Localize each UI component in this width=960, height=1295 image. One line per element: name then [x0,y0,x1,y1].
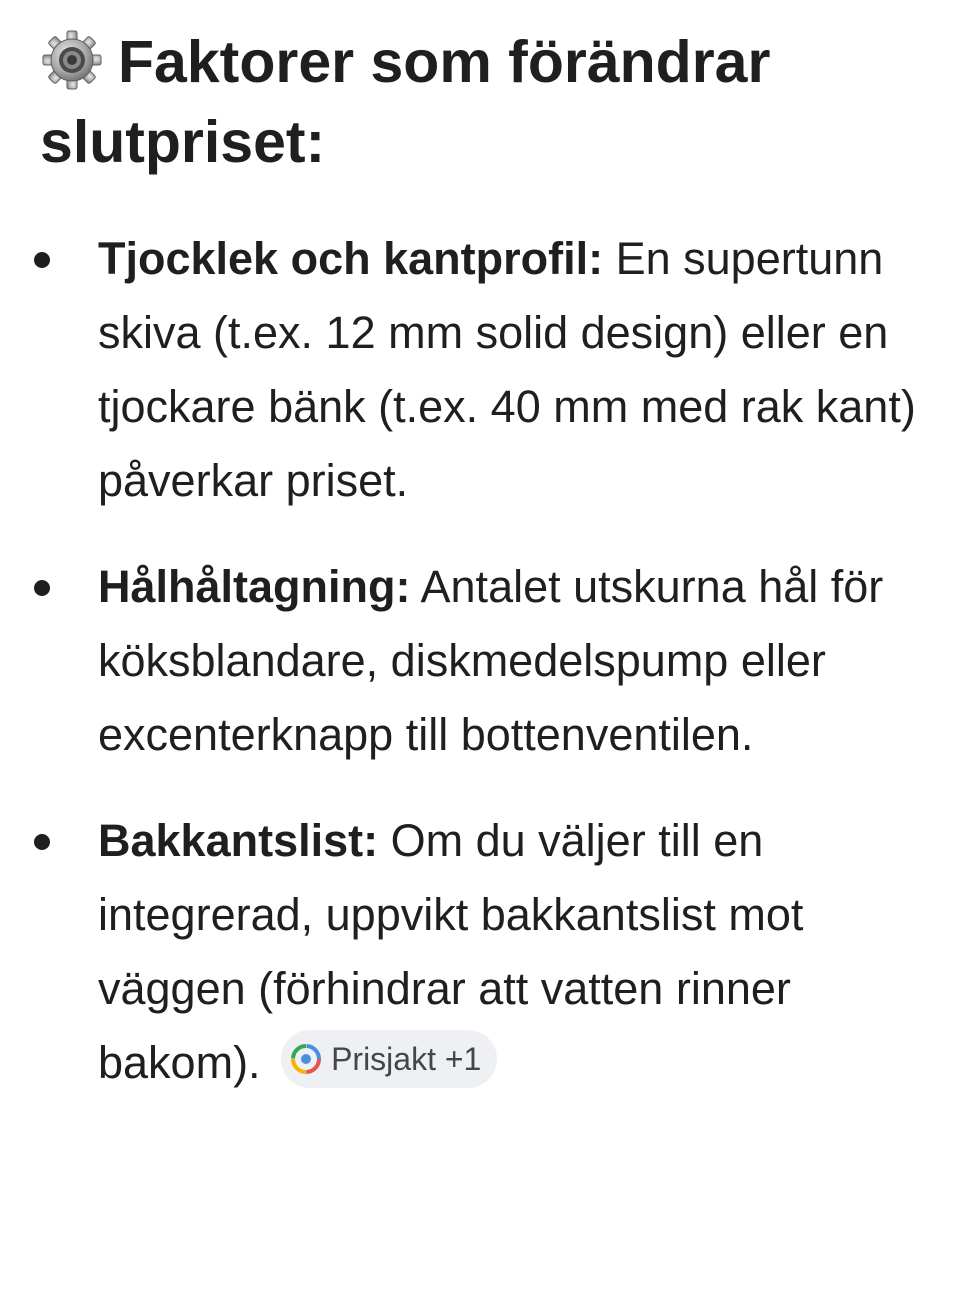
item-text: Antalet utskurna hål för köksblandare, diskmedelspump eller excenterknapp till bottenventilen. [98,561,884,760]
section-heading [40,22,920,182]
source-chip-button[interactable] [281,1030,497,1088]
item-text: Om du väljer till en integrerad, uppvikt bakkantslist mot väggen (förhindrar att vatten rinner bakom). [98,815,804,1088]
section-heading-text: Faktorer som förändrar slutpriset: [40,29,771,175]
prisjakt-logo-icon [291,1044,321,1074]
list-item [0,550,960,772]
source-chip-label: Prisjakt +1 [331,1041,482,1077]
bullet-icon [34,252,50,268]
bullet-icon [34,834,50,850]
bullet-icon [34,580,50,596]
gear-icon [40,28,104,92]
list-item [0,804,960,1100]
item-term: Hålhåltagning: [98,561,411,612]
list-item [0,222,960,518]
factor-list [0,222,960,1100]
item-term: Tjocklek och kantprofil: [98,233,604,284]
item-term: Bakkantslist: [98,815,379,866]
item-text: En supertunn skiva (t.ex. 12 mm solid design) eller en tjockare bänk (t.ex. 40 mm med rak kant) påverkar priset. [98,233,916,506]
